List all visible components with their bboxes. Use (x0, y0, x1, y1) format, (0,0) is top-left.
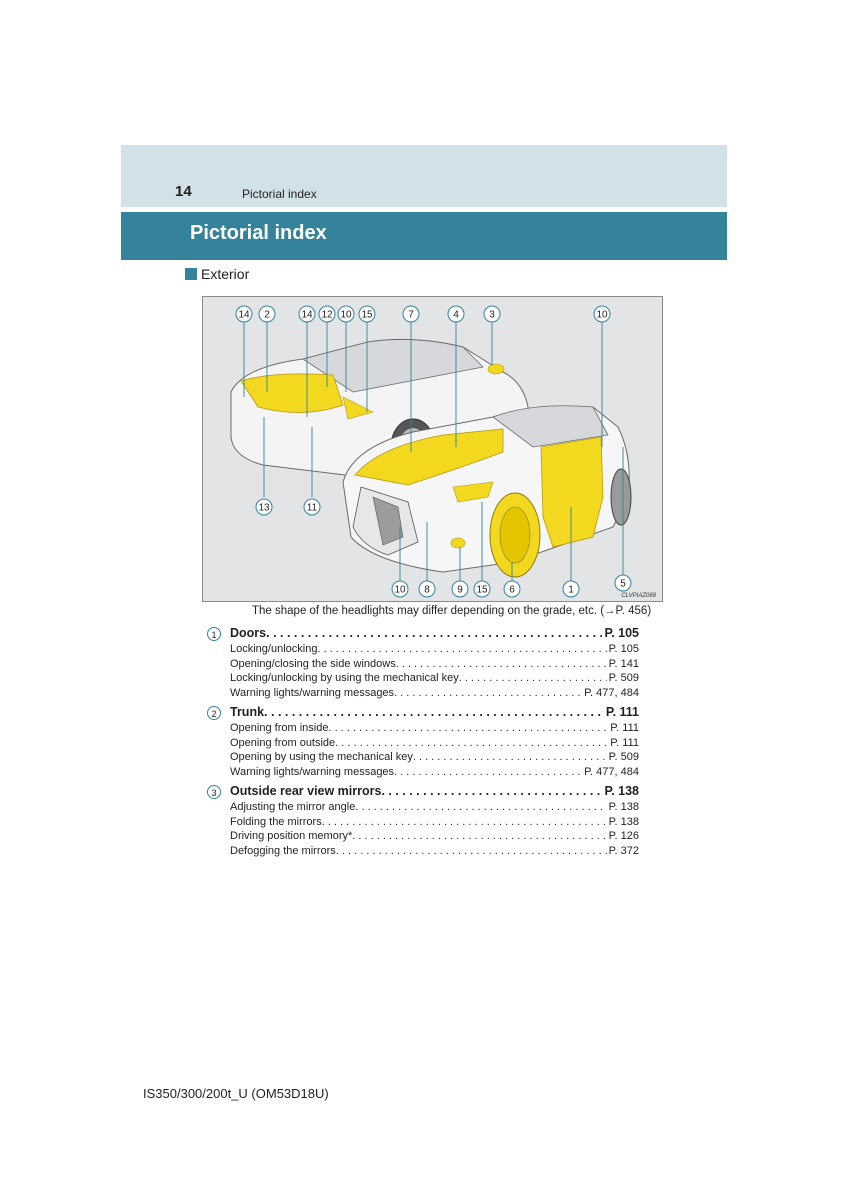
entry-page-link[interactable]: P. 105 (604, 626, 639, 640)
callout-bottom-7 (615, 575, 631, 591)
callout-bottom-6 (563, 581, 579, 597)
figure-caption: The shape of the headlights may differ depending on the grade, etc. (→P. 456) (252, 605, 652, 617)
sub-entry-row[interactable] (230, 845, 639, 860)
entry-page-link[interactable]: P. 138 (604, 784, 639, 798)
sub-entry-label: Opening/closing the side windows (230, 657, 396, 670)
sub-entry-page-link[interactable]: P. 138 (608, 815, 639, 828)
svg-text:12: 12 (321, 309, 333, 321)
sub-entry-page-link[interactable]: P. 141 (608, 657, 639, 670)
svg-text:1: 1 (568, 584, 574, 596)
svg-text:10: 10 (394, 584, 406, 596)
callout-bottom-1 (392, 581, 408, 597)
sub-entry-row[interactable] (230, 687, 639, 702)
callout-side-2 (304, 499, 320, 515)
svg-text:4: 4 (453, 309, 459, 321)
entry-title: Outside rear view mirrors (230, 784, 382, 798)
header-band (121, 145, 727, 207)
index-entries (207, 626, 639, 863)
sub-entry-row[interactable] (230, 672, 639, 687)
sub-entry-row[interactable] (230, 816, 639, 831)
page-title: Pictorial index (190, 222, 327, 244)
svg-text:10: 10 (340, 309, 352, 321)
callout-top-2 (259, 306, 275, 322)
svg-text:5: 5 (620, 578, 626, 590)
index-entry (207, 784, 639, 859)
footer-model-code: IS350/300/200t_U (OM53D18U) (143, 1086, 329, 1101)
sub-entry-row[interactable] (230, 737, 639, 752)
running-title: Pictorial index (242, 187, 317, 201)
svg-text:8: 8 (424, 584, 430, 596)
sub-entry-page-link[interactable]: P. 111 (610, 736, 639, 749)
svg-text:2: 2 (264, 309, 270, 321)
svg-text:13: 13 (258, 502, 270, 514)
sub-entry-row[interactable] (230, 751, 639, 766)
sub-entry-label: Warning lights/warning messages (230, 765, 395, 778)
sub-entry-label: Driving position memory* (230, 830, 353, 842)
entry-number: 2 (207, 706, 221, 720)
callout-top-8 (448, 306, 464, 322)
callout-bottom-2 (419, 581, 435, 597)
index-entry (207, 626, 639, 701)
car-exterior-figure (202, 296, 663, 602)
svg-text:14: 14 (238, 309, 250, 321)
callout-top-5 (338, 306, 354, 322)
section-square-icon (185, 268, 197, 280)
entry-number: 1 (207, 627, 221, 641)
callout-top-4 (319, 306, 335, 322)
sub-entry-row[interactable] (230, 766, 639, 781)
entry-number: 3 (207, 785, 221, 799)
callout-bottom-4 (474, 581, 490, 597)
callout-bottom-5 (504, 581, 520, 597)
callout-top-1 (236, 306, 252, 322)
svg-text:15: 15 (476, 584, 488, 596)
svg-text:6: 6 (509, 584, 515, 596)
svg-text:7: 7 (408, 309, 414, 321)
sub-entry-page-link[interactable]: P. 126 (608, 830, 639, 842)
callout-bottom-3 (452, 581, 468, 597)
sub-entry-label: Locking/unlocking by using the mechanical key (230, 672, 459, 684)
section-label: Exterior (201, 266, 250, 282)
svg-text:15: 15 (361, 309, 373, 321)
sub-entry-row[interactable] (230, 801, 639, 816)
sub-entry-label: Locking/unlocking (230, 643, 318, 655)
callout-top-7 (403, 306, 419, 322)
mirror-highlight (488, 364, 504, 374)
door-highlight (541, 437, 603, 547)
sub-entry-page-link[interactable]: P. 111 (610, 722, 639, 734)
sub-entry-label: Adjusting the mirror angle (230, 801, 356, 813)
sub-entry-page-link[interactable]: P. 372 (608, 844, 639, 857)
car-illustration (203, 297, 664, 603)
callout-top-3 (299, 306, 315, 322)
entry-page-link[interactable]: P. 111 (605, 705, 639, 719)
sub-entry-page-link[interactable]: P. 138 (608, 801, 639, 813)
sub-entry-row[interactable] (230, 643, 639, 658)
sub-entry-row[interactable] (230, 722, 639, 737)
callout-top-6 (359, 306, 375, 322)
index-entry (207, 705, 639, 780)
section-heading (185, 266, 249, 282)
svg-text:11: 11 (306, 502, 318, 514)
entry-heading-row[interactable] (230, 626, 639, 643)
sub-entry-label: Folding the mirrors (230, 815, 322, 828)
page-number: 14 (175, 183, 192, 200)
svg-text:14: 14 (301, 309, 313, 321)
sub-entry-row[interactable] (230, 658, 639, 673)
svg-text:3: 3 (489, 309, 495, 321)
svg-text:9: 9 (457, 584, 463, 596)
callout-top-10 (594, 306, 610, 322)
entry-heading-row[interactable] (230, 705, 639, 722)
sub-entry-label: Warning lights/warning messages (230, 686, 395, 699)
sub-entry-label: Opening by using the mechanical key (230, 751, 413, 763)
sub-entry-row[interactable] (230, 830, 639, 845)
entry-title: Doors (230, 626, 267, 640)
sub-entry-page-link[interactable]: P. 477, 484 (584, 765, 639, 778)
sub-entry-label: Opening from outside (230, 736, 336, 749)
sub-entry-page-link[interactable]: P. 477, 484 (584, 686, 639, 699)
sub-entry-page-link[interactable]: P. 509 (608, 672, 639, 684)
entry-heading-row[interactable] (230, 784, 639, 801)
sub-entry-page-link[interactable]: P. 509 (608, 751, 639, 763)
svg-text:10: 10 (596, 309, 608, 321)
callout-top-9 (484, 306, 500, 322)
fog-lamp-highlight (451, 538, 465, 548)
sub-entry-page-link[interactable]: P. 105 (608, 643, 639, 655)
entry-title: Trunk (230, 705, 265, 719)
sub-entry-label: Opening from inside (230, 722, 329, 734)
figure-code: CLVPIAZ069 (621, 593, 656, 599)
sub-entry-label: Defogging the mirrors (230, 844, 336, 857)
callout-side-1 (256, 499, 272, 515)
